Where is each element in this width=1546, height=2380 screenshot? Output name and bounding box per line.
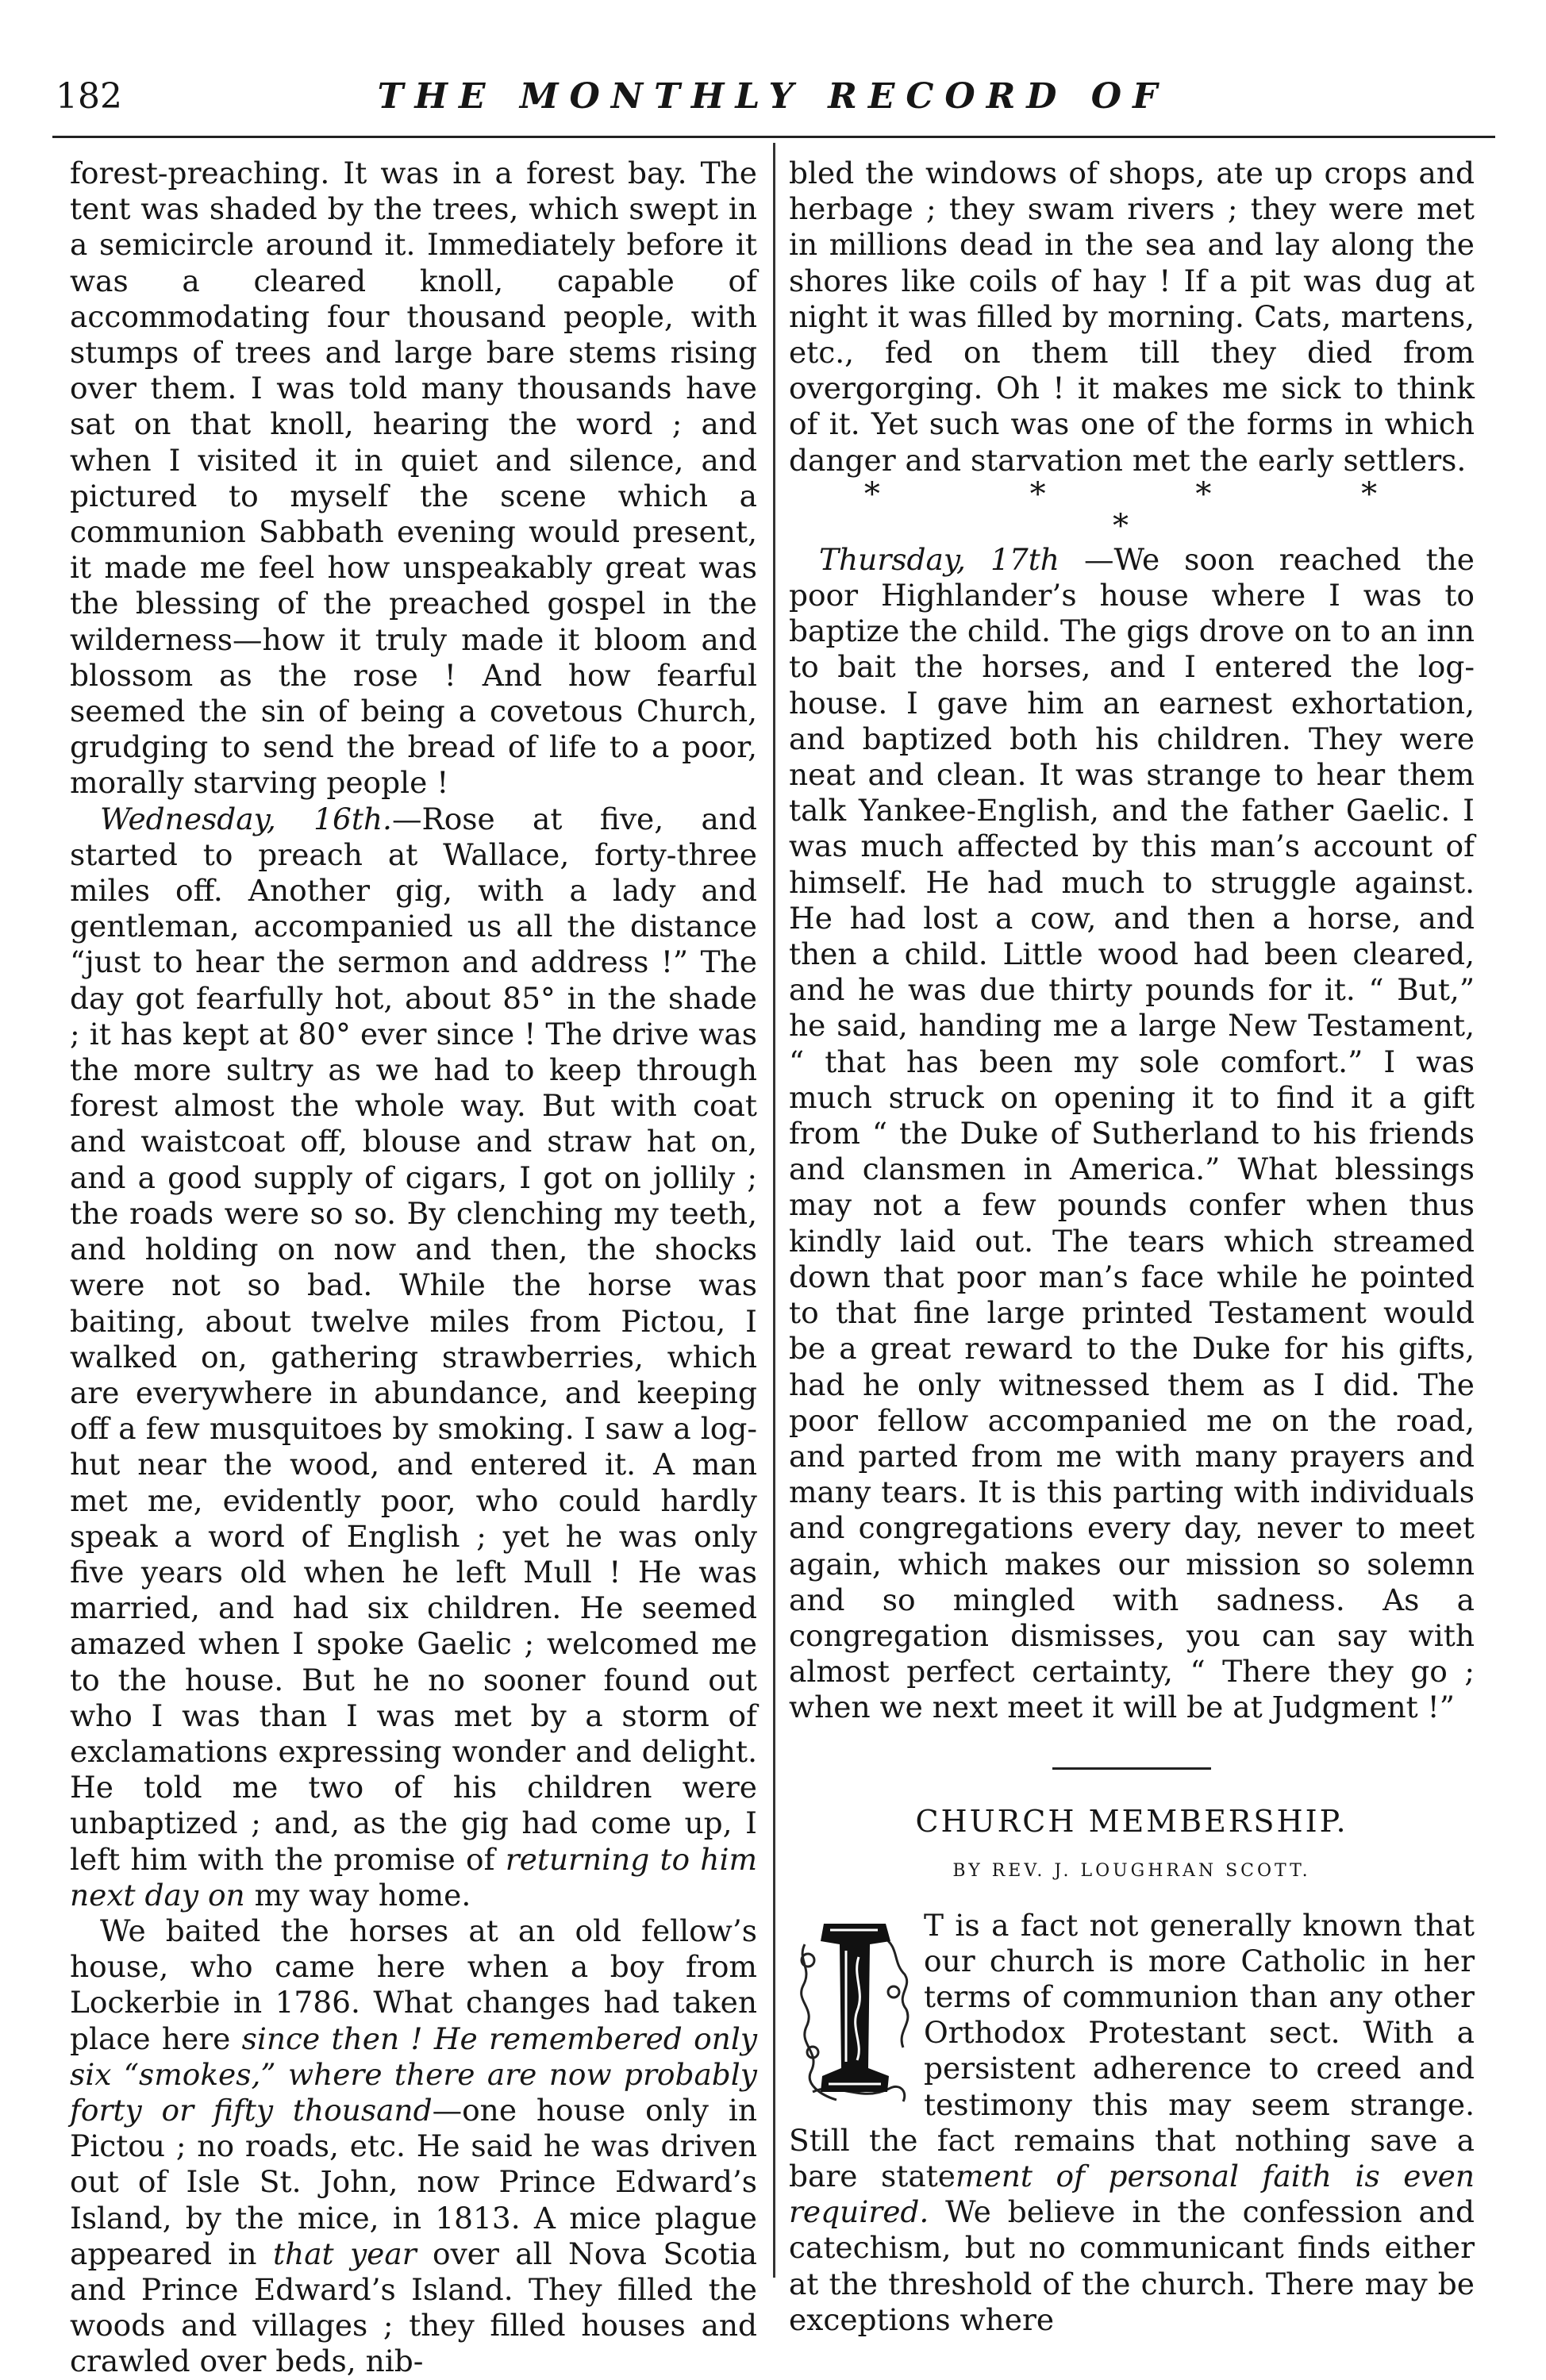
left-paragraph-2 xyxy=(70,802,757,1913)
page-number: 182 xyxy=(56,76,122,117)
section-rule xyxy=(1052,1767,1211,1770)
left-paragraph-1: forest-preaching. It was in a forest bay. The tent was shaded by the trees, which swept in a semicircle around it. Immediately before it was a cleared knoll, capable of accommodating four thousand people, with stumps of trees and large bare stems rising over them. I was told many thousands have sat on that knoll, hearing the word ; and when I visited it in quiet and silence, and pictured to myself the scene which a communion Sabbath evening would present, it made me feel how unspeakably great was the blessing of the preached gospel in the wilderness—how it truly made it bloom and blossom as the rose ! And how fearful seemed the sin of being a covetous Church, grudging to send the bread of life to a poor, morally starving people ! xyxy=(70,156,757,801)
right-paragraph-2-text: —We soon reached the poor Highlander’s house where I was to baptize the child. The gigs drove on to an inn to bait the horses, and I entered the log-house. I gave him an earnest exhortation, and baptized both his children. They were neat and clean. It was strange to hear them talk Yankee-English, and the father Gaelic. I was much affected by this man’s account of himself. He had much to struggle against. He had lost a cow, and then a horse, and then a child. Little wood had been cleared, and he was due thirty pounds for it. “ But,” he said, handing me a large New Testament, “ that has been my sole comfort.” I was much struck on opening it to find it a gift from “ the Duke of Sutherland to his friends and clansmen in America.” What blessings may not a few pounds confer when thus kindly laid out. The tears which streamed down that poor man’s face while he pointed to that fine large printed Testament would be a great reward to the Duke for his gifts, had he only witnessed them as I did. The poor fellow accompanied me on the road, and parted from me with many prayers and many tears. It is this parting with individuals and congregations every day, never to meet again, which makes our mission so solemn and so mingled with sadness. As a congregation dismisses, you can say with almost perfect certainty, “ There they go ; when we next meet it will be at Judgment !” xyxy=(789,541,1475,1725)
article-byline: BY REV. J. LOUGHRAN SCOTT. xyxy=(952,1860,1311,1881)
left-paragraph-3-italic-2: that year xyxy=(272,2236,417,2271)
drop-cap-ornament xyxy=(789,1913,913,2106)
drop-cap-letter: I xyxy=(789,1912,790,1913)
left-paragraph-3-italic-1: since then ! He remembered only six “smokes,” where there are now probably forty or fifty thousand xyxy=(70,2021,758,2128)
article-paragraph-1-italic: ment of personal faith is even required. xyxy=(789,2158,1475,2230)
running-title: THE MONTHLY RECORD OF xyxy=(377,76,1169,117)
left-paragraph-3-text-a: We baited the horses at an old fellow’s house, who came here when a boy from Lockerbie in 1786. What changes had taken place here xyxy=(70,1913,757,2056)
left-paragraph-3 xyxy=(70,1913,757,2380)
left-paragraph-3-text-b: —one house only in Pictou ; no roads, etc. He said he was driven out of Isle St. John, now Prince Edward’s Island, by the mice, in 1813. A mice plague appeared in xyxy=(70,2092,757,2271)
section-break-stars: * * * * * xyxy=(863,475,1448,544)
left-paragraph-3-text-c: over all Nova Scotia and Prince Edward’s Island. They filled the woods and villages ; they filled houses and crawled over beds, nib- xyxy=(70,2236,758,2379)
left-paragraph-2-italic: returning to him next day on xyxy=(70,1841,758,1913)
left-paragraph-2-text-a: —Rose at five, and started to preach at Wallace, forty-three miles off. Another gig, with a lady and gentleman, accompanied us all the distance “just to hear the sermon and address !” The day got fearfully hot, about 85° in the shade ; it has kept at 80° ever since ! The drive was the more sultry as we had to keep through forest almost the whole way. But with coat and waistcoat off, blouse and straw hat on, and a good supply of cigars, I got on jollily ; the roads were so so. By clenching my teeth, and holding on now and then, the shocks were not so bad. While the horse was baiting, about twelve miles from Pictou, I walked on, gathering strawberries, which are everywhere in abundance, and keeping off a few musquitoes by smoking. I saw a log-hut near the wood, and entered it. A man met me, evidently poor, who could hardly speak a word of English ; yet he was only five years old when he left Mull ! He was married, and had six children. He seemed amazed when I spoke Gaelic ; welcomed me to the house. But he no sooner found out who I was than I was met by a storm of exclamations expressing wonder and delight. He told me two of his children were unbaptized ; and, as the gig had come up, I left him with the promise of xyxy=(70,801,757,1877)
header-rule xyxy=(52,136,1495,138)
left-paragraph-2-text-b: my way home. xyxy=(254,1877,471,1913)
right-column xyxy=(789,156,1475,2338)
thursday-date: Thursday, 17th xyxy=(819,541,1060,577)
running-header xyxy=(56,73,1490,130)
right-paragraph-2 xyxy=(789,542,1475,1726)
article-paragraph-1-text-a: T is a fact not generally known that our church is more Catholic in her terms of communion than any other Orthodox Protestant sect. With a persistent adherence to creed and testimony this may seem strange. Still the fact remains that nothing save a bare state xyxy=(789,1907,1475,2194)
article-paragraph-1 xyxy=(789,1908,1475,2338)
article-title: CHURCH MEMBERSHIP. xyxy=(915,1803,1348,1839)
right-paragraph-1: bled the windows of shops, ate up crops and herbage ; they swam rivers ; they were met in millions dead in the sea and lay along the shores like coils of hay ! If a pit was dug at night it was filled by morning. Cats, martens, etc., fed on them till they died from overgorging. Oh ! it makes me sick to think of it. Yet such was one of the forms in which danger and starvation met the early settlers. xyxy=(789,156,1475,478)
column-divider xyxy=(773,143,775,2278)
article-paragraph-1-text-b: We believe in the confession and catechism, but no communicant finds either at the threshold of the church. There may be exceptions where xyxy=(789,2194,1475,2337)
wednesday-date: Wednesday, 16th. xyxy=(100,801,392,836)
left-column xyxy=(70,156,757,2380)
